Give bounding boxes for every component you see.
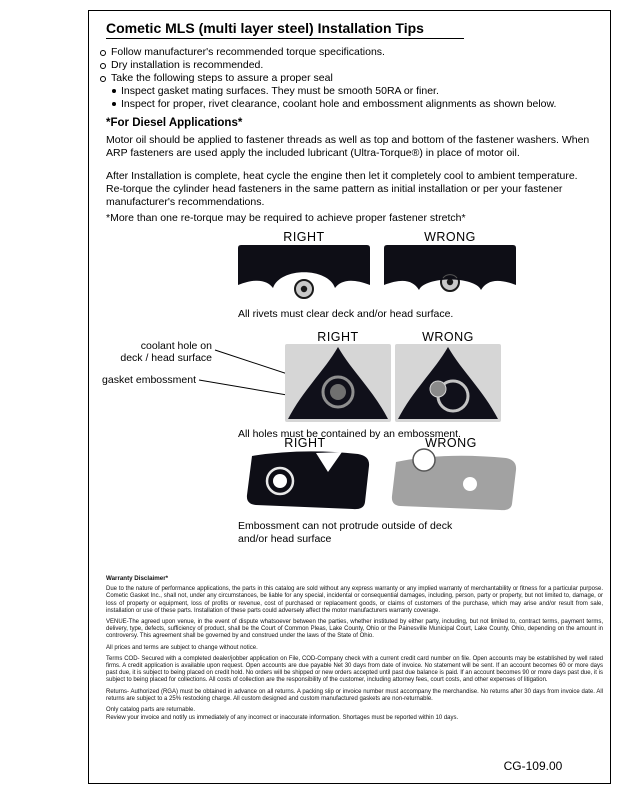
rivet-right-image: [238, 245, 370, 303]
catalog-page-code: CG-109.00: [503, 759, 563, 773]
row1-caption: All rivets must clear deck and/or head surface.: [238, 308, 454, 320]
row2-wrong-label: WRONG: [422, 330, 474, 344]
list-item: [100, 46, 592, 59]
row3-caption: Embossment can not protrude outside of deck and/or head surface: [238, 520, 453, 545]
row2-right-label: RIGHT: [317, 330, 359, 344]
gasket-embossment-annotation: gasket embossment: [102, 374, 196, 386]
row3-wrong-label: WRONG: [425, 436, 477, 450]
row3-right-label: RIGHT: [284, 436, 326, 450]
protrusion-wrong-image: [384, 448, 518, 514]
diesel-paragraph-1: Motor oil should be applied to fastener threads as well as top and bottom of the fastener washers. When ARP fasteners are used apply the included lubricant (Ultra-Torque®) in place of motor oil.: [106, 134, 590, 159]
disclaimer-paragraph: Only catalog parts are returnable.: [106, 707, 196, 714]
list-subitem: [112, 85, 592, 98]
warranty-disclaimer: [106, 575, 603, 726]
rivet-wrong-image: [384, 245, 516, 303]
disclaimer-paragraph: VENUE-The agreed upon venue, in the event of dispute whatsoever between the parties, whether instituted by either party, including, but not limited to, contract terms, payment terms, delivery, type, defects, sufficiency of product, shall be the Court of Common Pleas, Lake County, Ohio or the Painesville Municipal Court, Lake County, Ohio, depending on the amount in controversy. This agreement shall be governed by and construed under the laws of the State of Ohio.: [106, 619, 603, 640]
page-title: Cometic MLS (multi layer steel) Installation Tips: [106, 20, 464, 39]
circle-bullet-icon: [100, 76, 106, 82]
list-item: [100, 72, 592, 85]
row2-caption: All holes must be contained by an embossment.: [238, 428, 461, 440]
warranty-disclaimer-heading: Warranty Disclaimer*: [106, 575, 169, 582]
dot-bullet-icon: [112, 89, 116, 93]
disclaimer-paragraph: Due to the nature of performance applications, the parts in this catalog are sold without any express warranty or any implied warranty of merchantability or fitness for a particular purpose. Cometic Gasket Inc., shall not, under any circumstances, be liable for any special, incidental or consequential damages, including, person, party or property, but not limited to, damage, or loss of property or equipment, loss of profits or revenue, cost of purchased or replacement goods, or claims of customers of the purchase, which may arise and/or result from sale, installation or use of these parts. Installation of these parts could adversely affect the motor manufacturers warranty coverage.: [106, 586, 603, 614]
embossment-wrong-image: [395, 344, 501, 422]
diesel-paragraph-2: After Installation is complete, heat cycle the engine then let it completely cool to ambient temperature. Re-torque the cylinder head fasteners in the same pattern as initial installation or per your fastener manufacturer's recommendations.: [106, 170, 578, 208]
list-subitem: [112, 98, 592, 111]
disclaimer-paragraph: Terms COD- Secured with a completed dealer/jobber application on File, COD-Company check with a current credit card number on file. Open accounts may be established by well rated firms. A credit application is available upon request. Open accounts are due payable Net 30 days from date of invoice. No statement will be sent. If an account becomes 60 or more days past due, it is subject to being placed on credit hold. No orders will be shipped or new orders accepted until past due balance is paid. If an account becomes 90 or more days past due, it is subject to being placed for collections. All costs of collection are the responsibility of the customer, including attorney fees, court costs, and other expenses of litigation.: [106, 655, 603, 684]
diagram-section: [88, 228, 612, 560]
row1-wrong-label: WRONG: [424, 230, 476, 244]
protrusion-right-image: [238, 448, 372, 514]
diesel-applications-heading: *For Diesel Applications*: [106, 117, 243, 129]
circle-bullet-icon: [100, 50, 106, 56]
row1-right-label: RIGHT: [283, 230, 325, 244]
tips-list: [100, 46, 592, 111]
dot-bullet-icon: [112, 102, 116, 106]
embossment-right-image: [285, 344, 391, 422]
coolant-hole-annotation: coolant hole on deck / head surface: [120, 340, 212, 364]
list-item-text: Dry installation is recommended.: [111, 59, 264, 71]
retorque-note: *More than one re-torque may be required to achieve proper fastener stretch*: [106, 212, 466, 224]
disclaimer-paragraph: Review your invoice and notify us immediately of any incorrect or inaccurate information. Shortages must be reported within 10 days.: [106, 715, 459, 722]
list-item-text: Inspect gasket mating surfaces. They must be smooth 50RA or finer.: [121, 85, 439, 97]
disclaimer-paragraph: All prices and terms are subject to change without notice.: [106, 644, 258, 651]
list-item: [100, 59, 592, 72]
list-item-text: Follow manufacturer's recommended torque specifications.: [111, 46, 385, 58]
list-item-text: Take the following steps to assure a proper seal: [111, 72, 333, 84]
list-item-text: Inspect for proper, rivet clearance, coolant hole and embossment alignments as shown below.: [121, 98, 557, 110]
disclaimer-paragraph: Returns- Authorized (RGA) must be obtained in advance on all returns. A packing slip or invoice number must accompany the merchandise. No returns after 30 days from invoice date. All returns are subject to a 25% restocking charge. All custom designed and custom manufactured gaskets are non-returnable.: [106, 688, 603, 702]
circle-bullet-icon: [100, 63, 106, 69]
